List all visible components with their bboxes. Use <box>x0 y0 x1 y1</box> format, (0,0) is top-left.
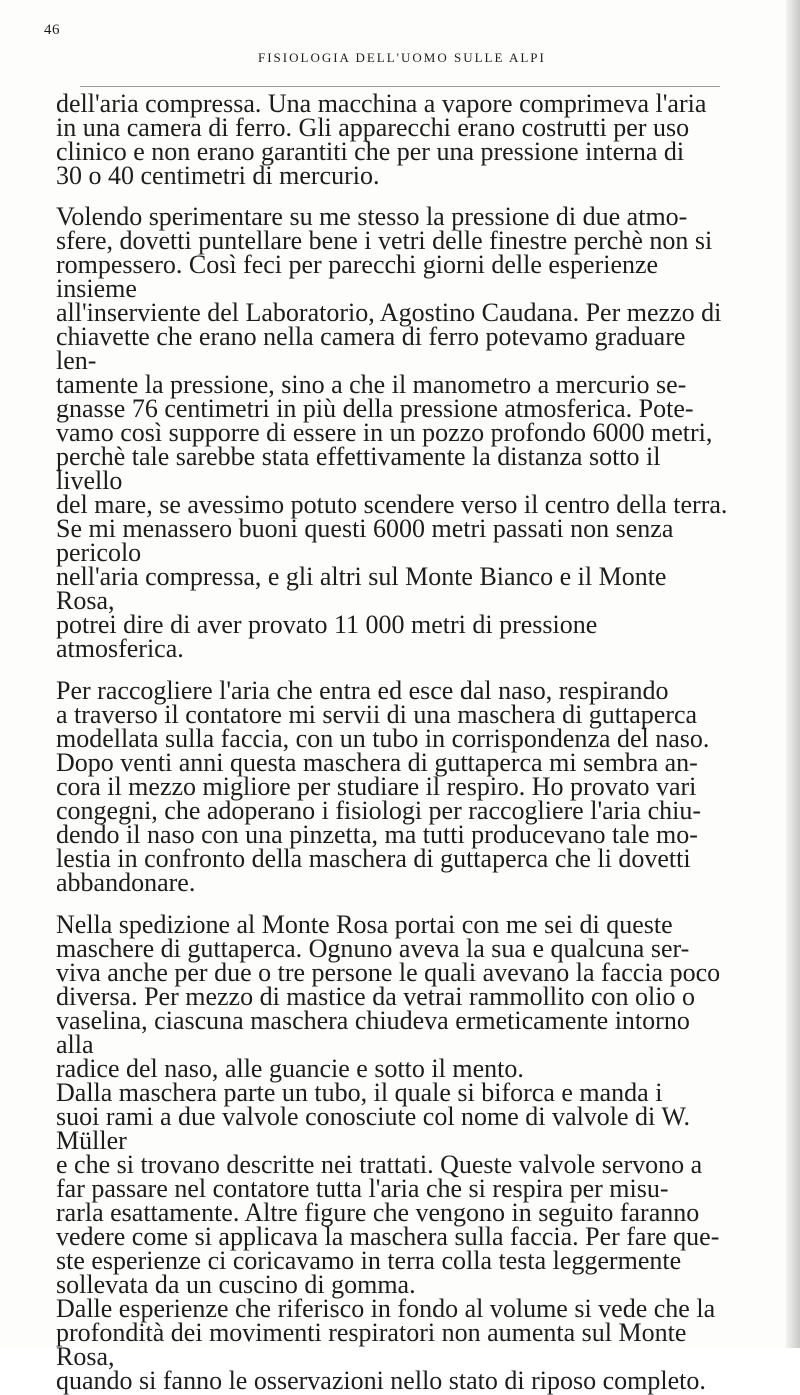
header-rule <box>80 86 720 87</box>
paragraph-4: Nella spedizione al Monte Rosa portai con me sei di queste maschere di guttaperca. Ognuno aveva la sua e qualcuna ser- viva anche per due o tre persone le quali avevano la faccia poco diversa. Per mezzo di mastice da vetrai rammollito con olio o vaselina, ciascuna maschera chiudeva ermeticamente intorno alla radice del naso, alle guancie e sotto il mento. <box>56 910 721 1083</box>
body-text <box>56 89 728 1395</box>
paragraph-2: Volendo sperimentare su me stesso la pressione di due atmo- sfere, dovetti puntellare bene i vetri delle finestre perchè non si rompessero. Così feci per parecchi giorni delle esperienze insieme all'inserviente del Laboratorio, Agostino Caudana. Per mezzo di chiavette che erano nella camera di ferro potevamo graduare len- tamente la pressione, sino a che il manometro a mercurio se- gnasse 76 centimetri in più della pressione atmosferica. Pote- vamo così supporre di essere in un pozzo profondo 6000 metri, perchè tale sarebbe stata effettivamente la distanza sotto il livello del mare, se avessimo potuto scendere verso il centro della terra. Se mi menassero buoni questi 6000 metri passati non senza pericolo nell'aria compressa, e gli altri sul Monte Bianco e il Monte Rosa, potrei dire di aver provato 11 000 metri di pressione atmosferica. <box>56 202 728 663</box>
page-number: 46 <box>44 22 60 38</box>
paragraph-3: Per raccogliere l'aria che entra ed esce dal naso, respirando a traverso il contatore mi servii di una maschera di guttaperca modellata sulla faccia, con un tubo in corrispondenza del naso. Dopo venti anni questa maschera di guttaperca mi sembra an- cora il mezzo migliore per studiare il respiro. Ho provato vari congegni, che adoperano i fisiologi per raccogliere l'aria chiu- dendo il naso con una pinzetta, ma tutti producevano tale mo- lestia in confronto della maschera di guttaperca che li dovetti abbandonare. <box>56 676 710 897</box>
running-head: FISIOLOGIA DELL'UOMO SULLE ALPI <box>258 50 546 65</box>
paragraph-1: dell'aria compressa. Una macchina a vapore comprimeva l'aria in una camera di ferro. Gli apparecchi erano costrutti per uso clinico e non erano garantiti che per una pressione interna di 30 o 40 centimetri di mercurio. <box>56 89 707 190</box>
paragraph-6: Dalle esperienze che riferisco in fondo al volume si vede che la profondità dei movimenti respiratori non aumenta sul Monte Rosa, quando si fanno le osservazioni nello stato di riposo completo. <box>56 1294 716 1395</box>
page-edge-shadow <box>786 0 800 1348</box>
paragraph-5: Dalla maschera parte un tubo, il quale si biforca e manda i suoi rami a due valvole conosciute col nome di valvole di W. Müller e che si trovano descritte nei trattati. Queste valvole servono a far passare nel contatore tutta l'aria che si respira per misu- rarla esattamente. Altre figure che vengono in seguito faranno vedere come si applicava la maschera sulla faccia. Per fare que- ste esperienze ci coricavamo in terra colla testa leggermente sollevata da un cuscino di gomma. <box>56 1078 720 1299</box>
